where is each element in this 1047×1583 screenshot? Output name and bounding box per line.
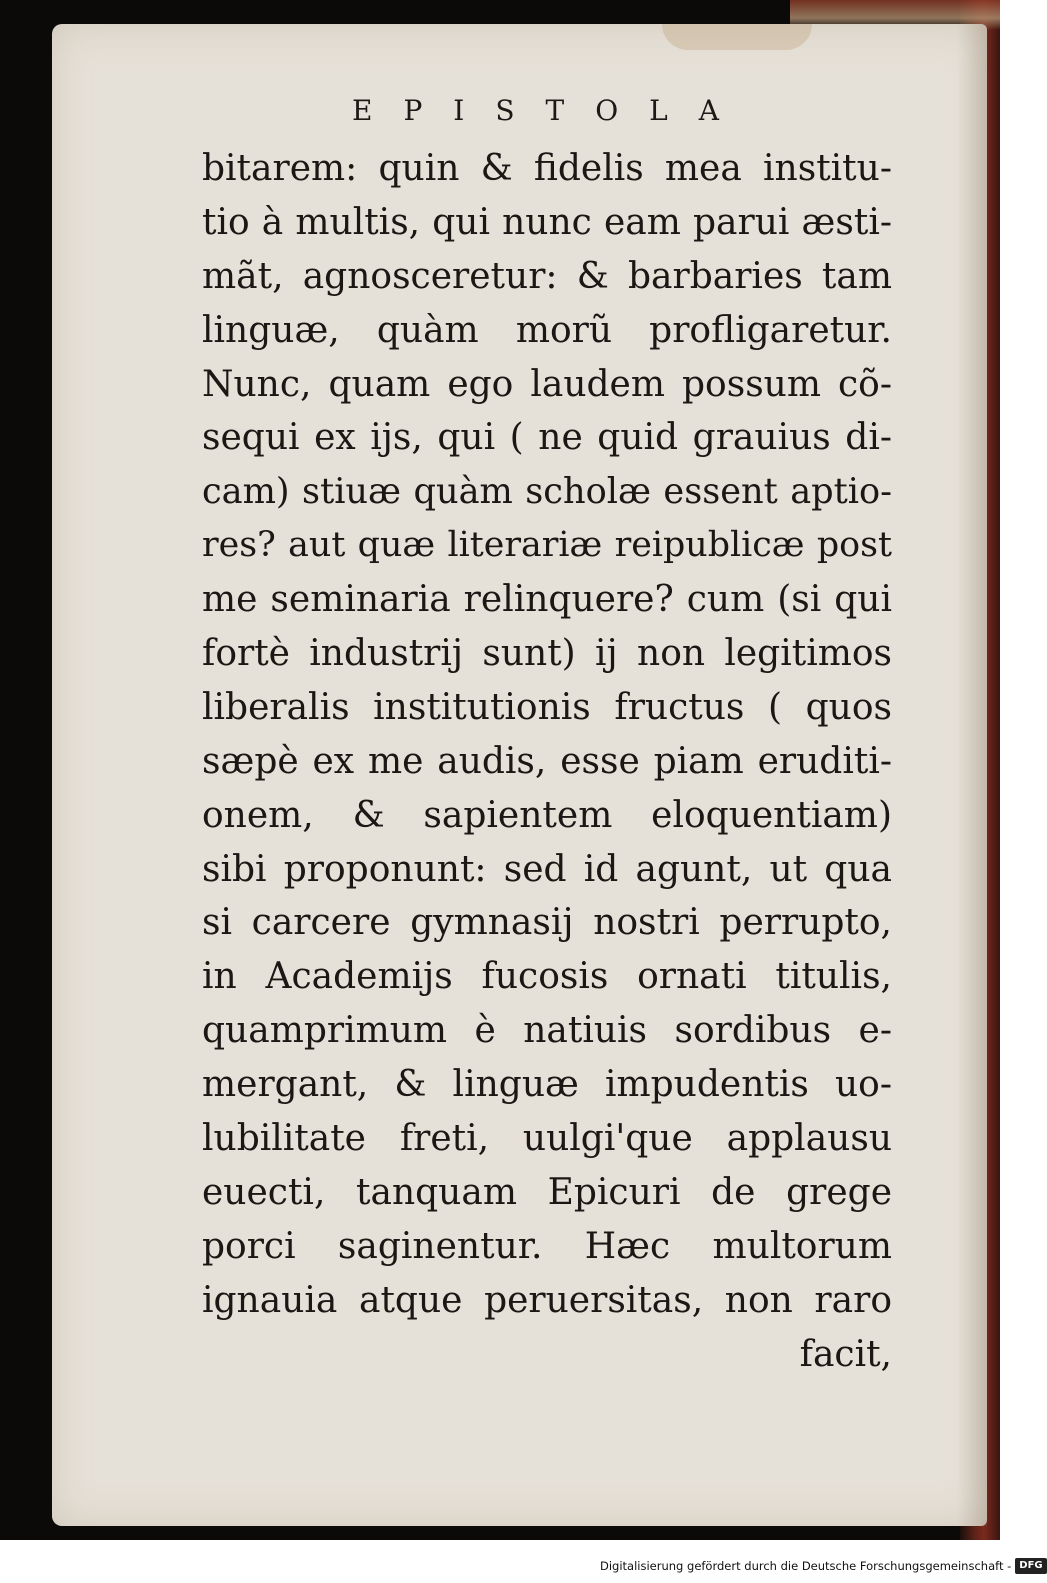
page-gutter-shade bbox=[957, 24, 987, 1526]
text-line: cam) stiuæ quàm scholæ essent aptio- bbox=[202, 471, 892, 513]
text-line: fortè industrij sunt) ij non legitimos bbox=[202, 633, 892, 675]
text-line: in Academijs fucosis ornati titulis, bbox=[202, 956, 892, 998]
digitization-credit bbox=[600, 1555, 1043, 1577]
text-line: liberalis institutionis fructus ( quos bbox=[202, 686, 892, 728]
body-text bbox=[202, 142, 902, 1381]
catchword: facit, bbox=[799, 1333, 892, 1375]
text-line: bitarem: quin & fidelis mea institu- bbox=[202, 148, 892, 189]
text-line: si carcere gymnasij nostri perrupto, bbox=[202, 902, 892, 944]
credit-text: Digitalisierung gefördert durch die Deutsche Forschungsgemeinschaft - bbox=[600, 1559, 1012, 1573]
text-line: linguæ, quàm morũ profligaretur. bbox=[202, 309, 892, 351]
running-head: EPISTOLA bbox=[352, 94, 750, 127]
text-line: sibi proponunt: sed id agunt, ut qua bbox=[202, 848, 892, 890]
text-line: onem, & sapientem eloquentiam) bbox=[202, 794, 892, 836]
text-line: lubilitate freti, uulgi'que applausu bbox=[202, 1118, 892, 1160]
text-line: porci saginentur. Hæc multorum bbox=[202, 1225, 892, 1267]
text-line: tio à multis, qui nunc eam parui æsti- bbox=[202, 201, 892, 243]
text-line: ignauia atque peruersitas, non raro bbox=[202, 1279, 892, 1321]
text-line: sequi ex ijs, qui ( ne quid grauius di- bbox=[202, 417, 892, 459]
text-line: me seminaria relinquere? cum (si qui bbox=[202, 579, 892, 621]
text-line: sæpè ex me audis, esse piam eruditi- bbox=[202, 740, 892, 782]
text-line: euecti, tanquam Epicuri de grege bbox=[202, 1171, 892, 1213]
text-line: mergant, & linguæ impudentis uo- bbox=[202, 1064, 892, 1106]
dfg-logo: DFG bbox=[1015, 1558, 1046, 1574]
page-stain bbox=[662, 24, 812, 50]
text-line: res? aut quæ literariæ reipublicæ post bbox=[202, 525, 892, 566]
text-line: Nunc, quam ego laudem possum cõ- bbox=[202, 363, 892, 405]
text-line: mãt, agnosceretur: & barbaries tam bbox=[202, 255, 892, 297]
text-line: quamprimum è natiuis sordibus e- bbox=[202, 1010, 892, 1052]
